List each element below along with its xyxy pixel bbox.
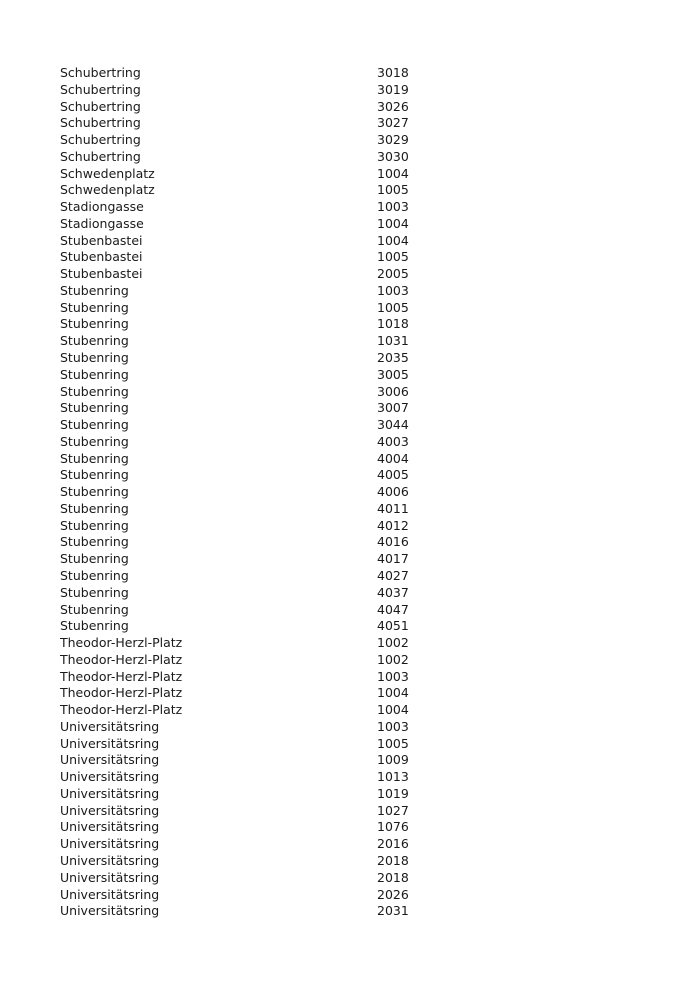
street-name-cell: Theodor-Herzl-Platz xyxy=(60,651,183,667)
street-name-cell: Stubenring xyxy=(60,517,129,533)
code-cell: 1003 xyxy=(377,668,409,684)
street-name-cell: Universitätsring xyxy=(60,903,160,919)
table-row xyxy=(60,618,440,635)
table-row xyxy=(60,551,440,568)
code-cell: 4012 xyxy=(377,517,409,533)
table-row xyxy=(60,384,440,401)
code-cell: 4027 xyxy=(377,567,409,583)
street-name-cell: Stubenbastei xyxy=(60,232,143,248)
table-row xyxy=(60,870,440,887)
code-cell: 3005 xyxy=(377,366,409,382)
street-name-cell: Stubenring xyxy=(60,383,129,399)
table-row xyxy=(60,216,440,233)
table-row xyxy=(60,233,440,250)
table-row xyxy=(60,736,440,753)
street-name-cell: Schwedenplatz xyxy=(60,182,155,198)
code-cell: 1005 xyxy=(377,299,409,315)
street-name-cell: Stubenring xyxy=(60,350,129,366)
code-cell: 1002 xyxy=(377,635,409,651)
code-cell: 1031 xyxy=(377,333,409,349)
code-cell: 1076 xyxy=(377,819,409,835)
code-cell: 4037 xyxy=(377,584,409,600)
table-row xyxy=(60,333,440,350)
street-name-cell: Universitätsring xyxy=(60,718,160,734)
street-name-cell: Universitätsring xyxy=(60,752,160,768)
code-cell: 1018 xyxy=(377,316,409,332)
table-row xyxy=(60,300,440,317)
code-cell: 1004 xyxy=(377,232,409,248)
table-row xyxy=(60,819,440,836)
code-cell: 1005 xyxy=(377,735,409,751)
table-row xyxy=(60,752,440,769)
table-row xyxy=(60,434,440,451)
table-row xyxy=(60,166,440,183)
code-cell: 1003 xyxy=(377,718,409,734)
street-name-cell: Universitätsring xyxy=(60,836,160,852)
table-row xyxy=(60,702,440,719)
code-cell: 3006 xyxy=(377,383,409,399)
code-cell: 1019 xyxy=(377,785,409,801)
street-name-cell: Stubenring xyxy=(60,433,129,449)
street-name-cell: Schubertring xyxy=(60,132,141,148)
table-row xyxy=(60,350,440,367)
table-row xyxy=(60,316,440,333)
table-row xyxy=(60,803,440,820)
street-name-cell: Stubenring xyxy=(60,333,129,349)
code-cell: 2031 xyxy=(377,903,409,919)
street-name-cell: Schubertring xyxy=(60,81,141,97)
code-cell: 1004 xyxy=(377,702,409,718)
street-code-table xyxy=(60,65,440,920)
street-name-cell: Theodor-Herzl-Platz xyxy=(60,668,183,684)
street-name-cell: Stubenbastei xyxy=(60,249,143,265)
street-name-cell: Schubertring xyxy=(60,115,141,131)
code-cell: 1005 xyxy=(377,249,409,265)
code-cell: 1002 xyxy=(377,651,409,667)
street-name-cell: Schwedenplatz xyxy=(60,165,155,181)
table-row xyxy=(60,182,440,199)
code-cell: 1013 xyxy=(377,769,409,785)
street-name-cell: Stubenring xyxy=(60,601,129,617)
table-row xyxy=(60,719,440,736)
street-name-cell: Stubenring xyxy=(60,316,129,332)
street-name-cell: Stubenring xyxy=(60,299,129,315)
table-row xyxy=(60,887,440,904)
street-name-cell: Stubenbastei xyxy=(60,266,143,282)
street-name-cell: Universitätsring xyxy=(60,802,160,818)
code-cell: 4016 xyxy=(377,534,409,550)
street-name-cell: Stubenring xyxy=(60,400,129,416)
code-cell: 3007 xyxy=(377,400,409,416)
code-cell: 4017 xyxy=(377,551,409,567)
street-name-cell: Stubenring xyxy=(60,551,129,567)
table-row xyxy=(60,836,440,853)
code-cell: 4051 xyxy=(377,618,409,634)
street-name-cell: Schubertring xyxy=(60,98,141,114)
table-row xyxy=(60,451,440,468)
code-cell: 2016 xyxy=(377,836,409,852)
street-name-cell: Universitätsring xyxy=(60,735,160,751)
street-name-cell: Universitätsring xyxy=(60,769,160,785)
street-name-cell: Theodor-Herzl-Platz xyxy=(60,685,183,701)
table-row xyxy=(60,568,440,585)
table-row xyxy=(60,149,440,166)
street-name-cell: Stubenring xyxy=(60,450,129,466)
code-cell: 1005 xyxy=(377,182,409,198)
table-row xyxy=(60,652,440,669)
table-row xyxy=(60,82,440,99)
street-name-cell: Stubenring xyxy=(60,500,129,516)
street-name-cell: Stubenring xyxy=(60,467,129,483)
table-row xyxy=(60,669,440,686)
street-name-cell: Stadiongasse xyxy=(60,215,144,231)
code-cell: 4047 xyxy=(377,601,409,617)
code-cell: 2005 xyxy=(377,266,409,282)
street-name-cell: Theodor-Herzl-Platz xyxy=(60,702,183,718)
table-row xyxy=(60,283,440,300)
street-name-cell: Stubenring xyxy=(60,484,129,500)
code-cell: 1009 xyxy=(377,752,409,768)
table-row xyxy=(60,65,440,82)
code-cell: 1004 xyxy=(377,685,409,701)
table-row xyxy=(60,903,440,920)
street-name-cell: Stubenring xyxy=(60,618,129,634)
street-name-cell: Stubenring xyxy=(60,417,129,433)
code-cell: 4005 xyxy=(377,467,409,483)
street-name-cell: Schubertring xyxy=(60,148,141,164)
street-name-cell: Stubenring xyxy=(60,534,129,550)
street-name-cell: Stadiongasse xyxy=(60,199,144,215)
code-cell: 1004 xyxy=(377,215,409,231)
table-row xyxy=(60,249,440,266)
table-row xyxy=(60,132,440,149)
code-cell: 3026 xyxy=(377,98,409,114)
street-name-cell: Stubenring xyxy=(60,282,129,298)
code-cell: 1003 xyxy=(377,282,409,298)
code-cell: 4004 xyxy=(377,450,409,466)
code-cell: 4006 xyxy=(377,484,409,500)
table-row xyxy=(60,685,440,702)
table-row xyxy=(60,484,440,501)
code-cell: 2018 xyxy=(377,869,409,885)
table-row xyxy=(60,853,440,870)
street-name-cell: Theodor-Herzl-Platz xyxy=(60,635,183,651)
table-row xyxy=(60,400,440,417)
code-cell: 4011 xyxy=(377,500,409,516)
code-cell: 1027 xyxy=(377,802,409,818)
code-cell: 4003 xyxy=(377,433,409,449)
table-row xyxy=(60,534,440,551)
street-name-cell: Universitätsring xyxy=(60,886,160,902)
code-cell: 3019 xyxy=(377,81,409,97)
street-name-cell: Universitätsring xyxy=(60,819,160,835)
table-row xyxy=(60,367,440,384)
table-row xyxy=(60,417,440,434)
table-row xyxy=(60,769,440,786)
table-row xyxy=(60,602,440,619)
code-cell: 2035 xyxy=(377,350,409,366)
table-row xyxy=(60,266,440,283)
code-cell: 3027 xyxy=(377,115,409,131)
code-cell: 3030 xyxy=(377,148,409,164)
table-row xyxy=(60,467,440,484)
code-cell: 3029 xyxy=(377,132,409,148)
table-row xyxy=(60,115,440,132)
code-cell: 2026 xyxy=(377,886,409,902)
table-row xyxy=(60,518,440,535)
code-cell: 3018 xyxy=(377,65,409,80)
street-name-cell: Stubenring xyxy=(60,567,129,583)
code-cell: 1003 xyxy=(377,199,409,215)
street-name-cell: Schubertring xyxy=(60,65,141,80)
street-name-cell: Stubenring xyxy=(60,366,129,382)
table-row xyxy=(60,199,440,216)
street-name-cell: Universitätsring xyxy=(60,785,160,801)
table-row xyxy=(60,99,440,116)
code-cell: 2018 xyxy=(377,852,409,868)
table-row xyxy=(60,501,440,518)
table-row xyxy=(60,635,440,652)
street-name-cell: Stubenring xyxy=(60,584,129,600)
table-row xyxy=(60,585,440,602)
code-cell: 3044 xyxy=(377,417,409,433)
table-row xyxy=(60,786,440,803)
street-name-cell: Universitätsring xyxy=(60,852,160,868)
code-cell: 1004 xyxy=(377,165,409,181)
street-name-cell: Universitätsring xyxy=(60,869,160,885)
